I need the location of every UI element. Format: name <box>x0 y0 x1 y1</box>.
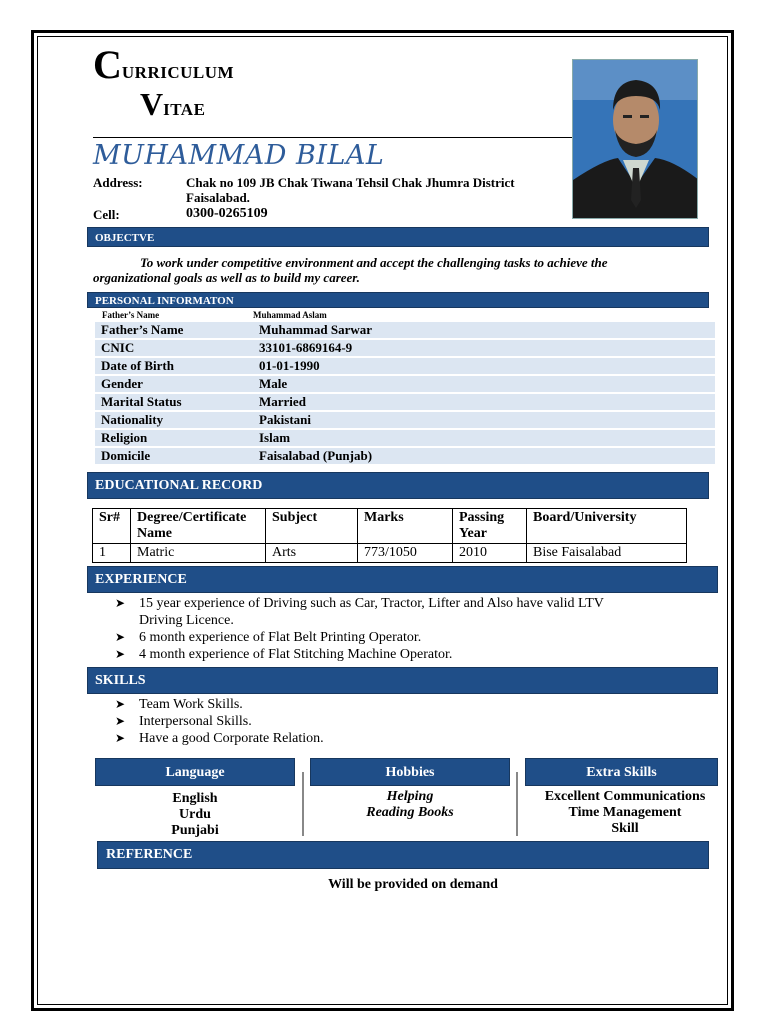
education-table <box>92 508 687 563</box>
experience-item-1-cont: Driving Licence. <box>139 613 234 628</box>
address-line-1: Chak no 109 JB Chak Tiwana Tehsil Chak Jhumra District <box>186 175 515 190</box>
hobby-item: Reading Books <box>366 805 454 820</box>
list-item <box>115 713 705 730</box>
arrow-bullet-icon: ➤ <box>115 714 126 728</box>
row-label: Marital Status <box>95 394 253 410</box>
skill-item-2: Interpersonal Skills. <box>139 714 252 729</box>
candidate-name: MUHAMMAD BILAL <box>93 140 385 171</box>
language-item: Urdu <box>179 807 211 822</box>
row-value: Married <box>253 394 715 410</box>
education-heading: EDUCATIONAL RECORD <box>87 472 709 499</box>
list-item <box>115 595 705 629</box>
extra-skill-item: Excellent Communications <box>544 789 706 804</box>
title-rest-curriculum: URRICULUM <box>121 63 235 82</box>
title-curriculum <box>93 41 234 88</box>
row-value: Islam <box>253 430 715 446</box>
col-subject: Subject <box>266 509 358 544</box>
reference-text: Will be provided on demand <box>328 877 498 892</box>
column-divider <box>516 772 518 836</box>
cell-value: 0300-0265109 <box>186 206 268 221</box>
arrow-bullet-icon: ➤ <box>115 596 126 610</box>
table-row <box>93 544 687 563</box>
cell-passing-year: 2010 <box>453 544 527 563</box>
cell-marks: 773/1050 <box>358 544 453 563</box>
row-value: Male <box>253 376 715 392</box>
row-value: 01-01-1990 <box>253 358 715 374</box>
language-heading: Language <box>95 758 295 786</box>
experience-heading: EXPERIENCE <box>87 566 718 593</box>
table-row <box>95 340 715 356</box>
arrow-bullet-icon: ➤ <box>115 697 126 711</box>
row-label: Religion <box>95 430 253 446</box>
table-row <box>95 358 715 374</box>
cell-degree: Matric <box>131 544 266 563</box>
cell-label: Cell: <box>93 207 120 222</box>
language-item: English <box>172 791 218 806</box>
row-label: Gender <box>95 376 253 392</box>
skills-heading: SKILLS <box>87 667 718 694</box>
col-board: Board/University <box>527 509 687 544</box>
row-label: CNIC <box>95 340 253 356</box>
objective-line-1: To work under competitive environment and accept the challenging tasks to achieve the <box>140 255 608 270</box>
experience-list <box>115 595 705 663</box>
skill-item-3: Have a good Corporate Relation. <box>139 731 324 746</box>
objective-text <box>93 255 693 285</box>
title-initial-c: C <box>93 42 122 87</box>
arrow-bullet-icon: ➤ <box>115 731 126 745</box>
hobby-item: Helping <box>386 789 434 804</box>
list-item <box>115 696 705 713</box>
arrow-bullet-icon: ➤ <box>115 647 126 661</box>
row-label: Date of Birth <box>95 358 253 374</box>
row-value: Pakistani <box>253 412 715 428</box>
personal-info-table <box>95 320 715 466</box>
cell-subject: Arts <box>266 544 358 563</box>
experience-item-1: 15 year experience of Driving such as Car, Tractor, Lifter and Also have valid LTV <box>139 596 604 611</box>
row-label: Domicile <box>95 448 253 464</box>
arrow-bullet-icon: ➤ <box>115 630 126 644</box>
table-row <box>95 430 715 446</box>
title-rest-vitae: ITAE <box>163 100 206 119</box>
table-row <box>95 376 715 392</box>
address-label: Address: <box>93 175 143 190</box>
overlap-value: Muhammad Aslam <box>253 310 327 320</box>
skills-list <box>115 696 705 747</box>
profile-photo <box>572 59 698 219</box>
row-value: Muhammad Sarwar <box>253 322 715 338</box>
extra-skill-item: Skill <box>611 821 639 836</box>
table-row <box>95 322 715 338</box>
objective-heading: OBJECTVE <box>87 227 709 247</box>
cell-board: Bise Faisalabad <box>527 544 687 563</box>
personal-heading: PERSONAL INFORMATON <box>87 292 709 308</box>
extra-skill-item: Time Management <box>568 805 682 820</box>
table-header-row <box>93 509 687 544</box>
col-passing-year: Passing Year <box>453 509 527 544</box>
overlap-label: Father’s Name <box>102 310 160 320</box>
title-divider <box>93 137 573 138</box>
col-marks: Marks <box>358 509 453 544</box>
title-initial-v: V <box>140 86 164 122</box>
row-label: Father’s Name <box>95 322 253 338</box>
portrait-image <box>573 60 698 219</box>
extra-skills-heading: Extra Skills <box>525 758 718 786</box>
column-divider <box>302 772 304 836</box>
experience-item-3: 4 month experience of Flat Stitching Machine Operator. <box>139 647 453 662</box>
list-item <box>115 629 705 646</box>
table-row <box>95 412 715 428</box>
col-sr: Sr# <box>93 509 131 544</box>
table-row <box>95 394 715 410</box>
row-label: Nationality <box>95 412 253 428</box>
reference-heading: REFERENCE <box>97 841 709 869</box>
address-line-2: Faisalabad. <box>186 190 250 205</box>
row-value: 33101-6869164-9 <box>253 340 715 356</box>
title-vitae <box>140 86 205 123</box>
experience-item-2: 6 month experience of Flat Belt Printing Operator. <box>139 630 422 645</box>
hobbies-list <box>310 789 510 821</box>
cell-sr: 1 <box>93 544 131 563</box>
row-value: Faisalabad (Punjab) <box>253 448 715 464</box>
list-item <box>115 646 705 663</box>
skill-item-1: Team Work Skills. <box>139 697 243 712</box>
list-item <box>115 730 705 747</box>
extra-skills-list <box>525 789 725 837</box>
col-degree: Degree/Certificate Name <box>131 509 266 544</box>
language-list <box>95 791 295 839</box>
address-value <box>186 175 566 205</box>
hobbies-heading: Hobbies <box>310 758 510 786</box>
language-item: Punjabi <box>171 823 219 838</box>
objective-line-2: organizational goals as well as to build my career. <box>93 270 360 285</box>
table-row <box>95 448 715 464</box>
